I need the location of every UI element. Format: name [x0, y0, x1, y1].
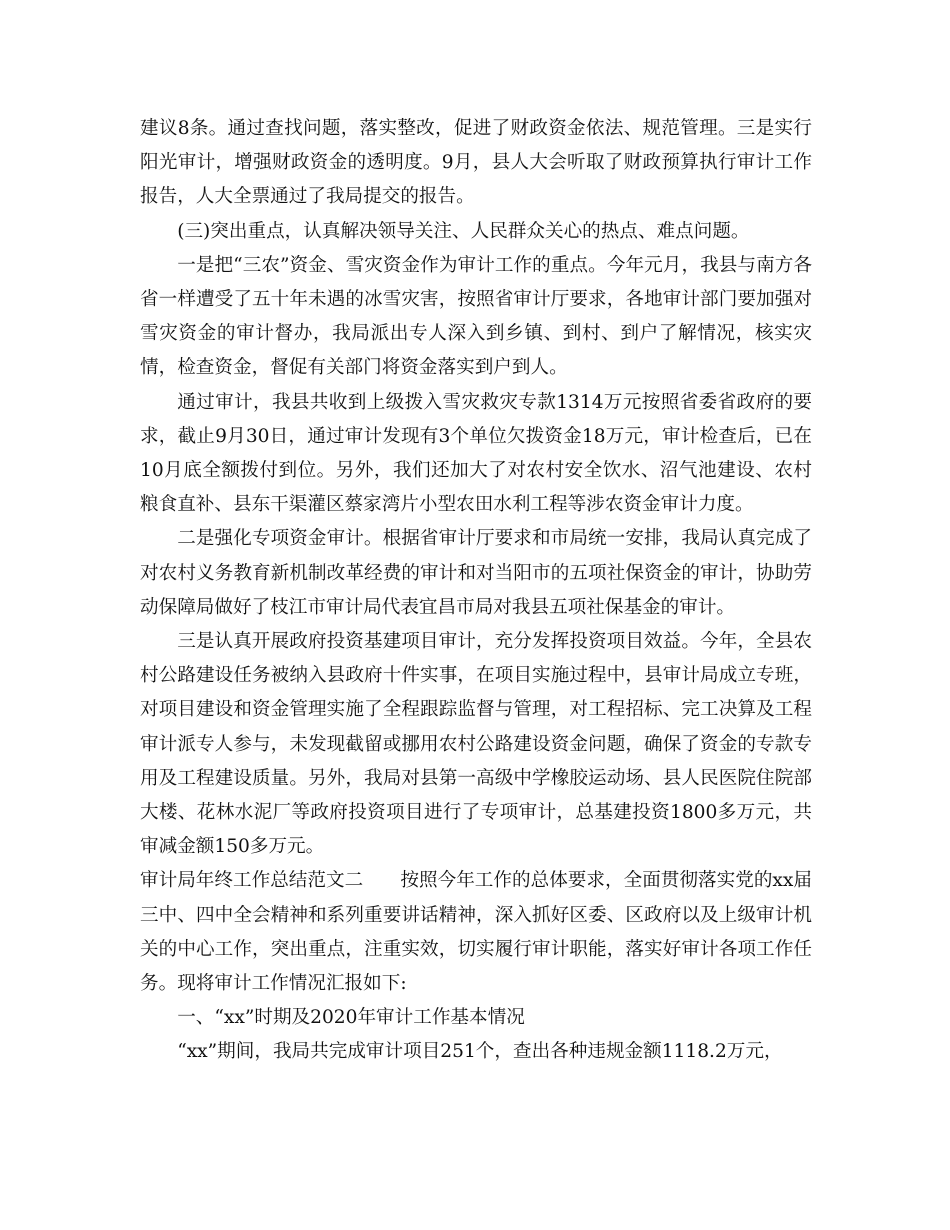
paragraph-3: 一是把“三农”资金、雪灾资金作为审计工作的重点。今年元月，我县与南方各省一样遭受了五十年未遇的冰雪灾害，按照省审计厅要求，各地审计部门要加强对雪灾资金的审计督办，我局派出专人深入到乡镇、到村、到户了解情况，核实灾情，检查资金，督促有关部门将资金落实到户到人。 — [140, 254, 812, 379]
subheading-1: 一、“xx”时期及2020年审计工作基本情况 — [177, 1007, 525, 1029]
section-lead: 按照今年工作的总体要求，全面贯彻落实党的xx届三中、四中全会精神和系列重要讲话精神，深入抓好区委、区政府以及上级审计机关的中心工作，突出重点，注重实效，切实履行审计职能，落实好审计各项工作任务。现将审计工作情况汇报如下: — [140, 870, 812, 995]
paragraph-5: 二是强化专项资金审计。根据省审计厅要求和市局统一安排，我局认真完成了对农村义务教育新机制改革经费的审计和对当阳市的五项社保资金的审计，协助劳动保障局做好了枝江市审计局代表宜昌市局对我县五项社保基金的审计。 — [140, 528, 812, 618]
paragraph-6: 三是认真开展政府投资基建项目审计，充分发挥投资项目效益。今年，全县农村公路建设任务被纳入县政府十件实事，在项目实施过程中，县审计局成立专班，对项目建设和资金管理实施了全程跟踪监督与管理，对工程招标、完工决算及工程审计派专人参与，未发现截留或挪用农村公路建设资金问题，确保了资金的专款专用及工程建设质量。另外，我局对县第一高级中学橡胶运动场、县人民医院住院部大楼、花林水泥厂等政府投资项目进行了专项审计，总基建投资1800多万元，共审减金额150多万元。 — [140, 631, 812, 858]
paragraph-1: 建议8条。通过查找问题，落实整改，促进了财政资金依法、规范管理。三是实行阳光审计，增强财政资金的透明度。9月，县人大会听取了财政预算执行审计工作报告，人大全票通过了我局提交的报告。 — [140, 118, 812, 208]
section-paragraph — [140, 864, 812, 1001]
paragraph-7: “xx”期间，我局共完成审计项目251个，查出各种违规金额1118.2万元， — [177, 1041, 783, 1063]
paragraph-2-heading: (三)突出重点，认真解决领导关注、人民群众关心的热点、难点问题。 — [177, 220, 750, 242]
paragraph-4: 通过审计，我县共收到上级拨入雪灾救灾专款1314万元按照省委省政府的要求，截止9月30日，通过审计发现有3个单位欠拨资金18万元，审计检查后，已在10月底全额拨付到位。另外，我们还加大了对农村安全饮水、沼气池建设、农村粮食直补、县东干渠灌区蔡家湾片小型农田水利工程等涉农资金审计力度。 — [140, 391, 812, 516]
document-page — [140, 112, 812, 1070]
section-title: 审计局年终工作总结范文二 — [140, 870, 364, 892]
